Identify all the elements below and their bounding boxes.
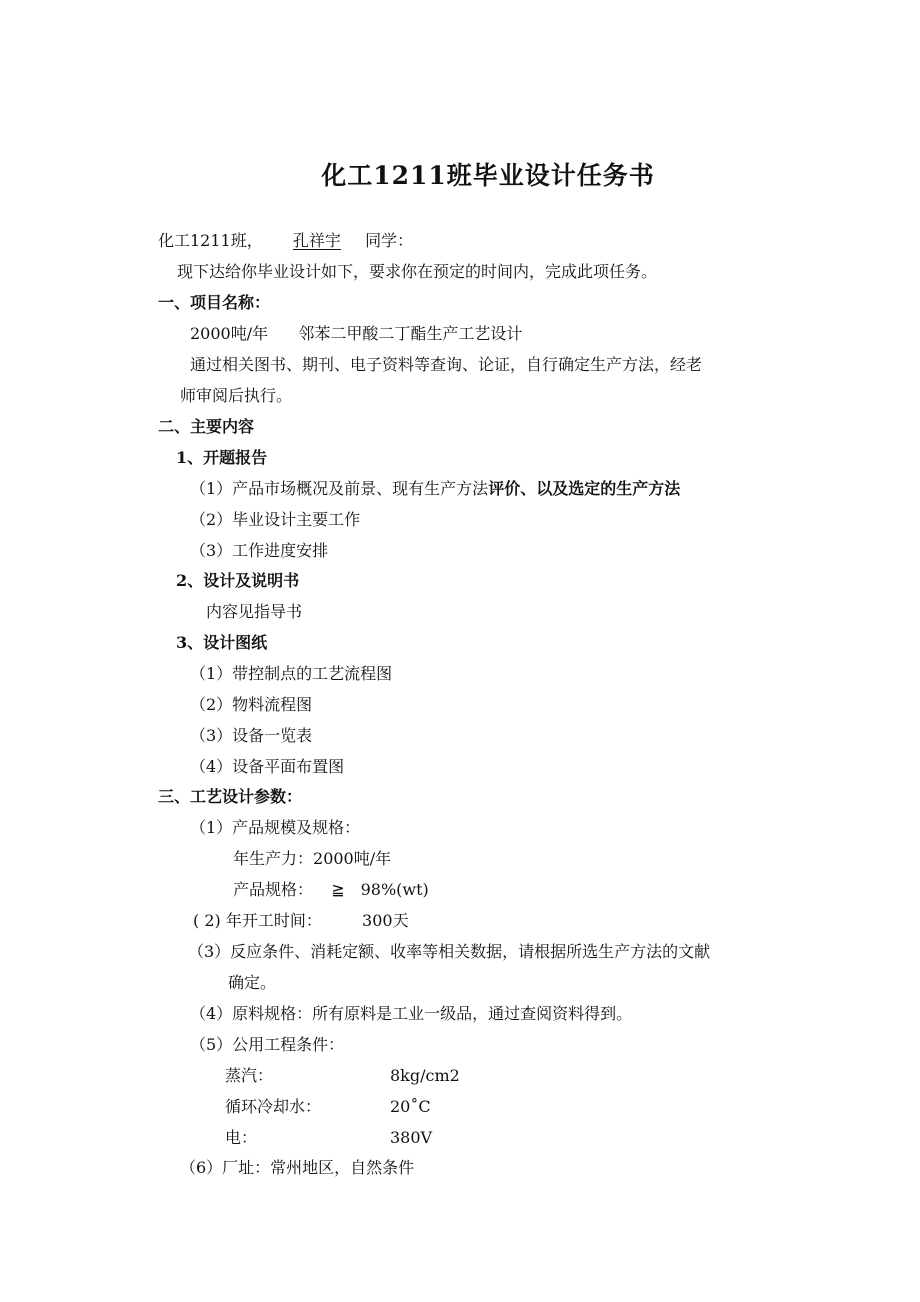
param-5: （5）公用工程条件： bbox=[190, 1035, 345, 1054]
sub1-item3: （3）工作进度安排 bbox=[190, 541, 329, 560]
project-desc-line2: 师审阅后执行。 bbox=[180, 386, 293, 405]
utility-value-cooling-water: 20˚C bbox=[390, 1097, 431, 1116]
param-3-line2: 确定。 bbox=[228, 973, 277, 992]
drawing-item: （2）物料流程图 bbox=[190, 695, 313, 714]
sub1-item1 bbox=[190, 479, 680, 499]
section3-heading: 三、工艺设计参数： bbox=[158, 787, 303, 806]
document-title: 化工1211班毕业设计任务书 bbox=[321, 161, 655, 190]
greeting-suffix: 同学： bbox=[365, 231, 414, 250]
student-name: 孔祥宇 bbox=[292, 231, 341, 250]
drawing-item: （1）带控制点的工艺流程图 bbox=[190, 664, 393, 683]
spec-value: ≧ 98%(wt) bbox=[331, 880, 429, 899]
drawing-item: （4）设备平面布置图 bbox=[190, 757, 345, 776]
working-time-label: ( 2) 年开工时间： bbox=[193, 911, 322, 930]
section1-heading: 一、项目名称： bbox=[158, 293, 271, 312]
section2-heading: 二、主要内容 bbox=[158, 417, 255, 436]
param-1-capacity bbox=[233, 849, 391, 869]
project-name: 邻苯二甲酸二丁酯生产工艺设计 bbox=[298, 324, 523, 343]
sub1-item1-text: （1）产品市场概况及前景、现有生产方法 bbox=[190, 479, 489, 498]
sub1-item1-bold-text: 评价、以及选定的生产方法 bbox=[488, 479, 681, 498]
utility-value-electricity: 380V bbox=[390, 1128, 433, 1147]
param-3-line1: （3）反应条件、消耗定额、收率等相关数据，请根据所选生产方法的文献 bbox=[188, 942, 711, 961]
param-1: （1）产品规模及规格： bbox=[190, 818, 361, 837]
capacity-label: 年生产力： bbox=[233, 849, 314, 868]
project-desc-line1: 通过相关图书、期刊、电子资料等查询、论证，自行确定生产方法，经老 bbox=[190, 355, 703, 374]
utility-name-electricity: 电： bbox=[225, 1128, 258, 1147]
sub2-content: 内容见指导书 bbox=[206, 602, 303, 621]
utility-name-steam: 蒸汽： bbox=[225, 1066, 274, 1085]
param-4: （4）原料规格：所有原料是工业一级品，通过查阅资料得到。 bbox=[190, 1004, 633, 1023]
greeting-line bbox=[158, 231, 413, 251]
drawing-item: （3）设备一览表 bbox=[190, 726, 313, 745]
sub3-heading: 3、设计图纸 bbox=[176, 633, 268, 652]
project-title-line bbox=[190, 324, 522, 344]
param-6: （6）厂址：常州地区，自然条件 bbox=[180, 1158, 415, 1177]
project-capacity: 2000吨/年 bbox=[190, 324, 269, 343]
utility-value-steam: 8kg/cm2 bbox=[390, 1066, 460, 1085]
utility-name-cooling-water: 循环冷却水： bbox=[225, 1097, 322, 1116]
sub1-heading: 1、开题报告 bbox=[176, 448, 268, 467]
capacity-value: 2000吨/年 bbox=[313, 849, 392, 868]
sub2-heading: 2、设计及说明书 bbox=[176, 571, 300, 590]
class-name: 化工1211班， bbox=[158, 231, 263, 250]
sub1-item2: （2）毕业设计主要工作 bbox=[190, 510, 361, 529]
intro-text: 现下达给你毕业设计如下，要求你在预定的时间内，完成此项任务。 bbox=[177, 262, 658, 281]
spec-label: 产品规格： bbox=[233, 880, 314, 899]
working-time-value: 300天 bbox=[362, 911, 409, 930]
param-2 bbox=[193, 911, 409, 931]
param-1-spec bbox=[233, 880, 429, 900]
